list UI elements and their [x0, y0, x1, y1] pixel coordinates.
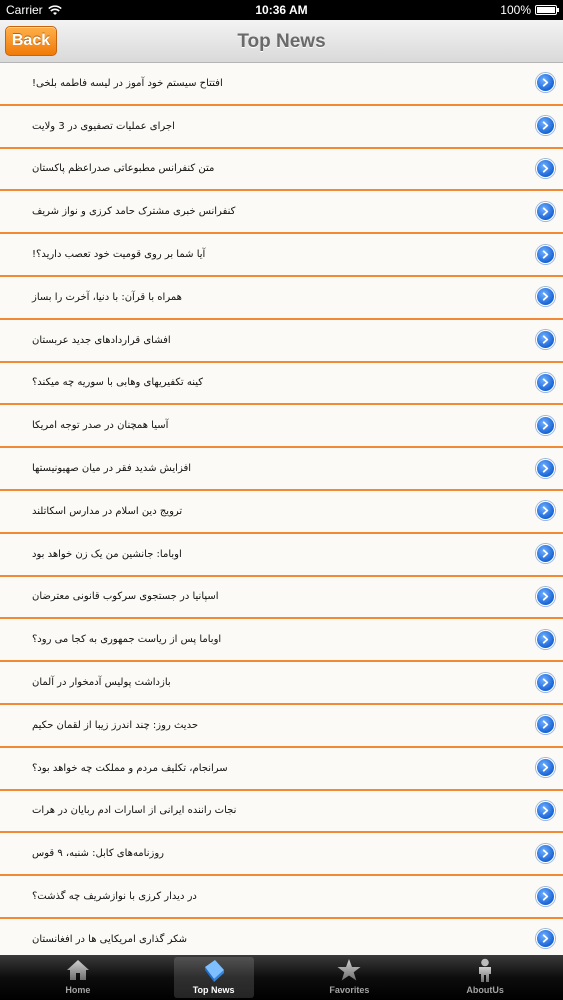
chevron-right-icon [541, 892, 550, 901]
news-title: نجات راننده ایرانی از اسارات ادم ربایان در هرات [32, 805, 237, 817]
disclosure-button[interactable] [536, 202, 555, 221]
disclosure-button[interactable] [536, 373, 555, 392]
news-item[interactable] [0, 149, 563, 192]
person-icon [472, 957, 498, 983]
star-icon [336, 957, 362, 983]
chevron-right-icon [541, 378, 550, 387]
disclosure-button[interactable] [536, 887, 555, 906]
tab-label: AboutUs [466, 985, 504, 995]
news-title: اجرای عملیات تصفیوی در 3 ولایت [32, 120, 175, 132]
back-button[interactable]: Back [5, 26, 57, 56]
news-item[interactable] [0, 363, 563, 406]
news-title: آسیا همچنان در صدر توجه امریکا [32, 420, 169, 432]
disclosure-button[interactable] [536, 929, 555, 948]
news-title: حدیث روز: چند اندرز زیبا از لقمان حکیم [32, 719, 198, 731]
battery-fill [537, 7, 555, 13]
chevron-right-icon [541, 720, 550, 729]
disclosure-button[interactable] [536, 416, 555, 435]
status-bar [0, 0, 563, 20]
chevron-right-icon [541, 763, 550, 772]
chevron-right-icon [541, 549, 550, 558]
disclosure-button[interactable] [536, 159, 555, 178]
disclosure-button[interactable] [536, 459, 555, 478]
news-item[interactable] [0, 191, 563, 234]
news-item[interactable] [0, 320, 563, 363]
news-title: اوباما پس از ریاست جمهوری به کجا می رود؟ [32, 634, 222, 646]
news-item[interactable] [0, 705, 563, 748]
tab-bar [0, 955, 563, 1000]
chevron-right-icon [541, 806, 550, 815]
news-item[interactable] [0, 748, 563, 791]
news-title: آیا شما بر روی قومیت خود تعصب دارید؟! [32, 249, 206, 261]
disclosure-button[interactable] [536, 801, 555, 820]
chevron-right-icon [541, 292, 550, 301]
chevron-right-icon [541, 207, 550, 216]
disclosure-button[interactable] [536, 544, 555, 563]
news-title: افزایش شدید فقر در میان صهیونیستها [32, 463, 192, 475]
news-item[interactable] [0, 277, 563, 320]
chevron-right-icon [541, 934, 550, 943]
disclosure-button[interactable] [536, 587, 555, 606]
chevron-right-icon [541, 464, 550, 473]
disclosure-button[interactable] [536, 501, 555, 520]
news-title: سرانجام، تکلیف مردم و مملکت چه خواهد بود؟ [32, 762, 228, 774]
chevron-right-icon [541, 849, 550, 858]
news-title: اوباما: جانشین من یک زن خواهد بود [32, 548, 182, 560]
navigation-bar [0, 20, 563, 63]
tab-label: Home [65, 985, 91, 995]
status-left [6, 3, 62, 17]
news-title: در دیدار کرزی با نوازشریف چه گذشت؟ [32, 891, 197, 903]
status-right [500, 3, 557, 17]
news-title: ترویج دین اسلام در مدارس اسکاتلند [32, 505, 183, 517]
disclosure-button[interactable] [536, 73, 555, 92]
news-item[interactable] [0, 448, 563, 491]
news-title: روزنامه‌های کابل: شنبه، ۹ قوس [32, 848, 164, 860]
news-title: کنفرانس خبری مشترک حامد کرزی و نواز شریف [32, 206, 236, 218]
wifi-icon [48, 5, 62, 16]
chevron-right-icon [541, 121, 550, 130]
news-title: کینه تکفیریهای وهابی با سوریه چه میکند؟ [32, 377, 204, 389]
tab-label: Favorites [329, 985, 370, 995]
chevron-right-icon [541, 635, 550, 644]
news-title: افتتاح سیستم خود آموز در لیسه فاطمه بلخی! [32, 77, 223, 89]
chevron-right-icon [541, 164, 550, 173]
chevron-right-icon [541, 678, 550, 687]
news-item[interactable] [0, 662, 563, 705]
news-item[interactable] [0, 63, 563, 106]
battery-percent: 100% [500, 3, 531, 17]
home-icon [65, 957, 91, 983]
news-item[interactable] [0, 791, 563, 834]
news-item[interactable] [0, 919, 563, 955]
chevron-right-icon [541, 78, 550, 87]
news-list [0, 63, 563, 955]
news-item[interactable] [0, 534, 563, 577]
tab-favorites[interactable] [309, 957, 389, 998]
chevron-right-icon [541, 250, 550, 259]
battery-icon [535, 5, 557, 15]
status-time: 10:36 AM [255, 3, 308, 17]
disclosure-button[interactable] [536, 287, 555, 306]
disclosure-button[interactable] [536, 116, 555, 135]
tab-label: Top News [192, 985, 235, 995]
tab-top-news[interactable] [174, 957, 254, 998]
disclosure-button[interactable] [536, 844, 555, 863]
chevron-right-icon [541, 592, 550, 601]
carrier-label: Carrier [6, 3, 43, 17]
chevron-right-icon [541, 506, 550, 515]
news-item[interactable] [0, 619, 563, 662]
news-item[interactable] [0, 106, 563, 149]
disclosure-button[interactable] [536, 758, 555, 777]
news-title: متن کنفرانس مطبوعاتی صدراعظم پاکستان [32, 163, 215, 175]
tab-home[interactable] [38, 957, 118, 998]
news-item[interactable] [0, 876, 563, 919]
tab-aboutus[interactable] [445, 957, 525, 998]
news-title: همراه با قرآن: با دنیا، آخرت را بساز [32, 291, 182, 303]
disclosure-button[interactable] [536, 715, 555, 734]
news-item[interactable] [0, 577, 563, 620]
disclosure-button[interactable] [536, 245, 555, 264]
chevron-right-icon [541, 421, 550, 430]
news-item[interactable] [0, 405, 563, 448]
page-title: Top News [237, 31, 326, 52]
news-icon [201, 957, 227, 983]
chevron-right-icon [541, 335, 550, 344]
news-title: افشای قراردادهای جدید عربستان [32, 334, 171, 346]
news-item[interactable] [0, 491, 563, 534]
disclosure-button[interactable] [536, 673, 555, 692]
news-title: شکر گذاری امریکایی ها در افغانستان [32, 933, 188, 945]
news-item[interactable] [0, 234, 563, 277]
news-item[interactable] [0, 833, 563, 876]
disclosure-button[interactable] [536, 630, 555, 649]
news-title: بازداشت پولیس آدمخوار در آلمان [32, 677, 171, 689]
news-title: اسپانیا در جستجوی سرکوب قانونی معترضان [32, 591, 219, 603]
disclosure-button[interactable] [536, 330, 555, 349]
